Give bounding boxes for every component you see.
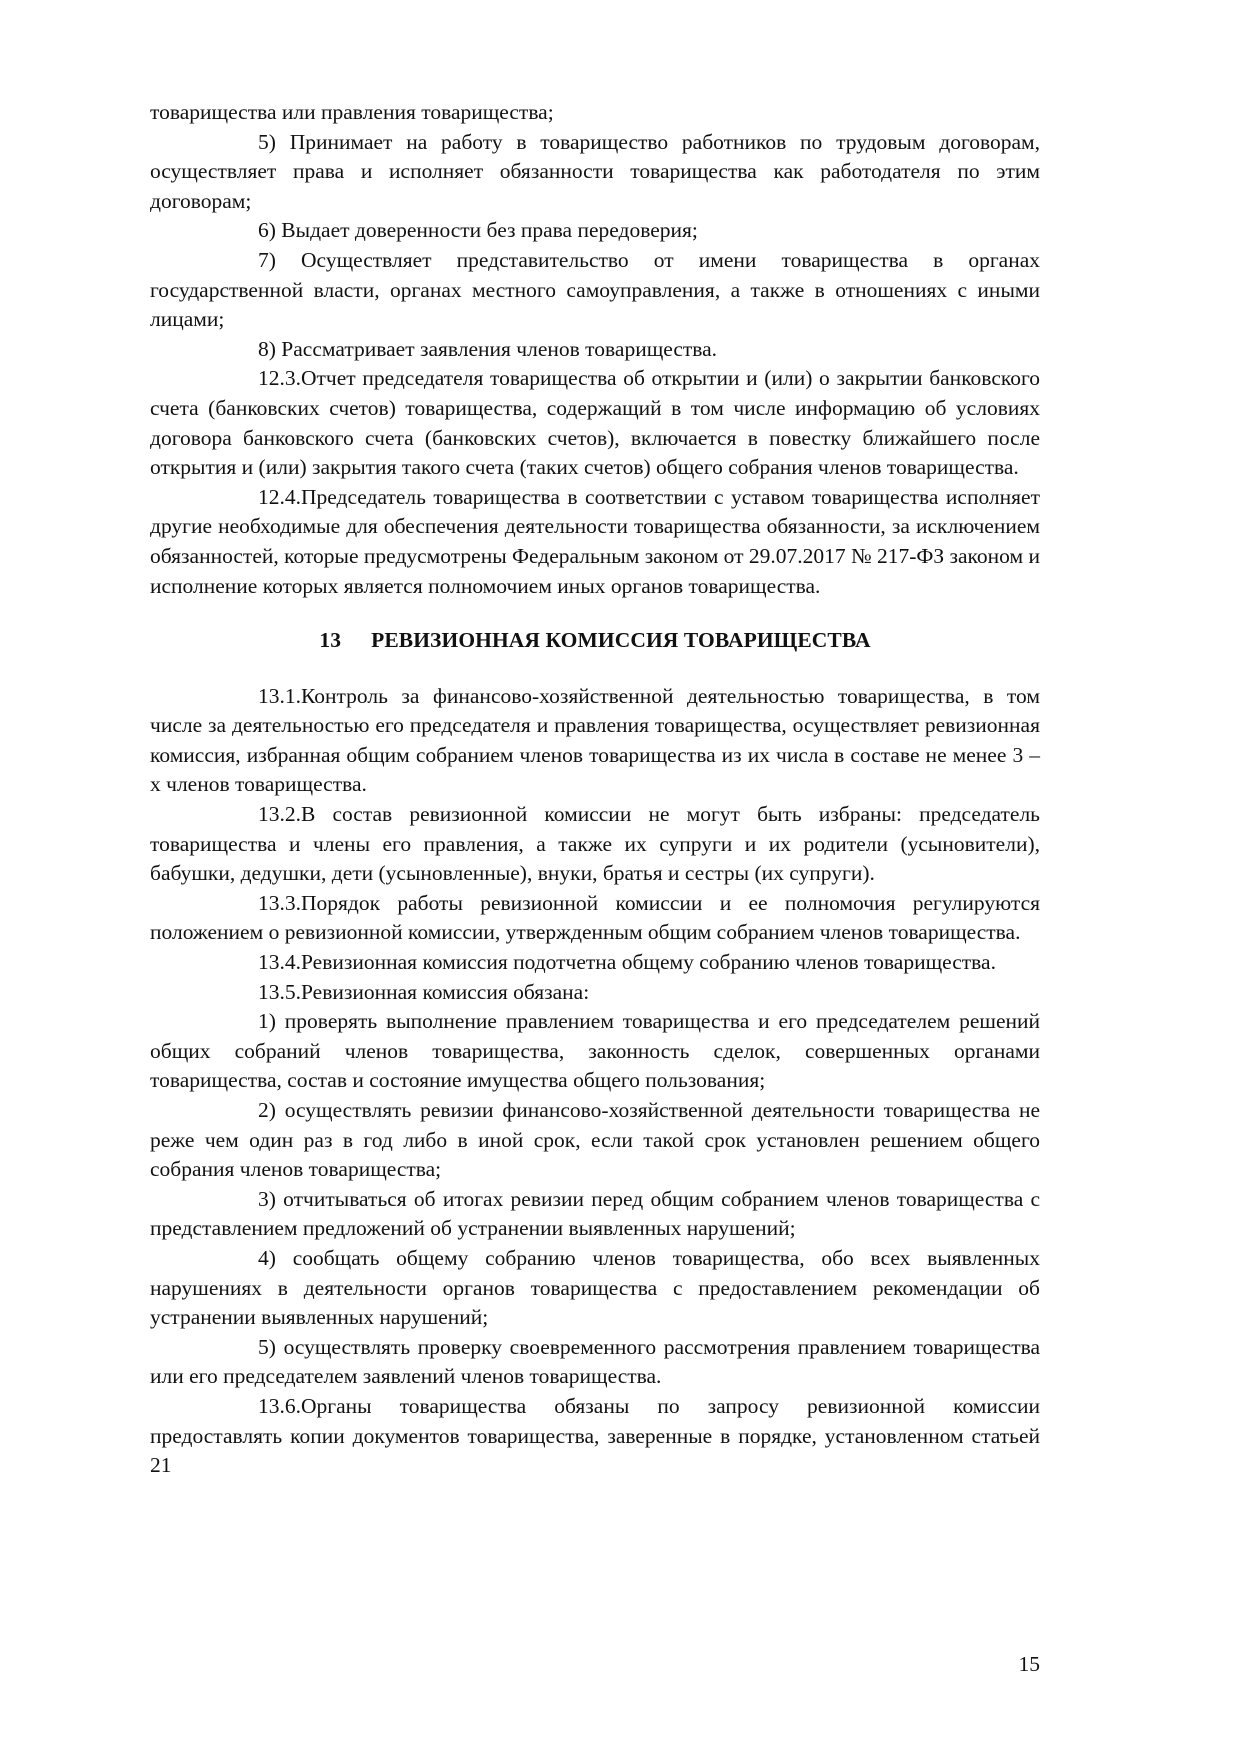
clause xyxy=(150,1392,1040,1481)
list-item xyxy=(150,1185,1040,1244)
list-item xyxy=(150,216,1040,246)
list-item xyxy=(150,1096,1040,1185)
item-number: 1) xyxy=(258,1009,276,1034)
item-number: 7) xyxy=(258,247,276,272)
item-number: 8) xyxy=(258,336,276,361)
clause xyxy=(150,364,1040,482)
item-number: 5) xyxy=(258,1334,276,1359)
item-text: Осуществляет представительство от имени товарищества в органах государственной власти, органах местного самоуправления, а также в отношениях с иными лицами; xyxy=(150,247,1041,332)
page-number: 15 xyxy=(1018,1652,1040,1676)
clause-number: 13.6. xyxy=(258,1393,301,1418)
clause xyxy=(150,682,1040,800)
clause-text: Органы товарищества обязаны по запросу ревизионной комиссии предоставлять копии документов товарищества, заверенные в порядке, установленном статьей 21 xyxy=(150,1393,1040,1478)
clause-text: Отчет председателя товарищества об открытии и (или) о закрытии банковского счета (банковских счетов) товарищества, содержащий в том числе информацию об условиях договора банковского счета (банковских счетов), включается в повестку ближайшего после открытия и (или) закрытия такого счета (таких счетов) общего собрания членов товарищества. xyxy=(150,366,1040,480)
item-text: Принимает на работу в товарищество работников по трудовым договорам, осуществляет права и исполняет обязанности товарищества как работодателя по этим договорам; xyxy=(150,129,1040,213)
section-title: РЕВИЗИОННАЯ КОМИССИЯ ТОВАРИЩЕСТВА xyxy=(371,628,871,653)
clause-text: Ревизионная комиссия подотчетна общему собранию членов товарищества. xyxy=(301,950,996,975)
clause xyxy=(150,948,1040,978)
continuation-text: товарищества или правления товарищества; xyxy=(150,100,554,124)
clause-number: 13.5. xyxy=(258,979,301,1004)
clause-number: 12.4. xyxy=(258,484,301,509)
list-item xyxy=(150,1333,1040,1392)
clause-text: Председатель товарищества в соответствии с уставом товарищества исполняет другие необходимые для обеспечения деятельности товарищества обязанности, за исключением обязанностей, которые предусмотрены Федеральным законом от 29.07.2017 № 217-ФЗ законом и исполнение которых является полномочием иных органов товарищества. xyxy=(150,484,1040,598)
item-number: 3) xyxy=(258,1186,276,1211)
clause-number: 12.3. xyxy=(258,366,301,391)
item-text: сообщать общему собранию членов товарищества, обо всех выявленных нарушениях в деятельности органов товарищества с предоставлением рекомендации об устранении выявленных нарушений; xyxy=(150,1245,1040,1330)
clause-text: Ревизионная комиссия обязана: xyxy=(301,979,590,1004)
item-text: Рассматривает заявления членов товарищества. xyxy=(281,336,718,361)
item-text: проверять выполнение правлением товарищества и его председателем решений общих собраний членов товарищества, законность сделок, совершенных органами товарищества, состав и состояние имущества общего пользования; xyxy=(150,1009,1041,1093)
list-item xyxy=(150,246,1040,335)
clause-number: 13.1. xyxy=(258,683,301,708)
clause-number: 13.4. xyxy=(258,950,301,975)
clause-text: Контроль за финансово-хозяйственной деятельностью товарищества, в том числе за деятельностью его председателя и правления товарищества, осуществляет ревизионная комиссия, избранная общим собранием членов товарищества из их числа в составе не менее 3 –х членов товарищества. xyxy=(150,683,1040,797)
item-text: осуществлять ревизии финансово-хозяйственной деятельности товарищества не реже чем один раз в год либо в иной срок, если такой срок установлен решением общего собрания членов товарищества; xyxy=(150,1098,1040,1182)
item-number: 2) xyxy=(258,1098,276,1122)
list-item xyxy=(150,335,1040,365)
section-heading xyxy=(150,626,1040,656)
item-text: отчитываться об итогах ревизии перед общим собранием членов товарищества с представлением предложений об устранении выявленных нарушений; xyxy=(150,1186,1041,1241)
clause-number: 13.2. xyxy=(258,802,301,827)
item-text: осуществлять проверку своевременного рассмотрения правлением товарищества или его председателем заявлений членов товарищества. xyxy=(150,1334,1041,1389)
item-number: 4) xyxy=(258,1245,276,1270)
clause xyxy=(150,483,1040,601)
list-item xyxy=(150,1007,1040,1096)
clause-number: 13.3. xyxy=(258,890,301,915)
clause xyxy=(150,800,1040,889)
document-page xyxy=(150,98,1040,1481)
clause-text: Порядок работы ревизионной комиссии и ее полномочия регулируются положением о ревизионной комиссии, утвержденным общим собранием членов товарищества. xyxy=(150,890,1040,945)
section-number: 13 xyxy=(319,628,342,653)
clause-text: В состав ревизионной комиссии не могут быть избраны: председатель товарищества и члены его правления, а также их супруги и их родители (усыновители), бабушки, дедушки, дети (усыновленные), внуки, братья и сестры (их супруги). xyxy=(150,802,1040,886)
item-number: 5) xyxy=(258,129,276,154)
clause xyxy=(150,889,1040,948)
item-number: 6) xyxy=(258,218,276,243)
item-text: Выдает доверенности без права передоверия; xyxy=(281,218,698,243)
clause xyxy=(150,978,1040,1008)
list-item xyxy=(150,1244,1040,1333)
list-item xyxy=(150,128,1040,217)
